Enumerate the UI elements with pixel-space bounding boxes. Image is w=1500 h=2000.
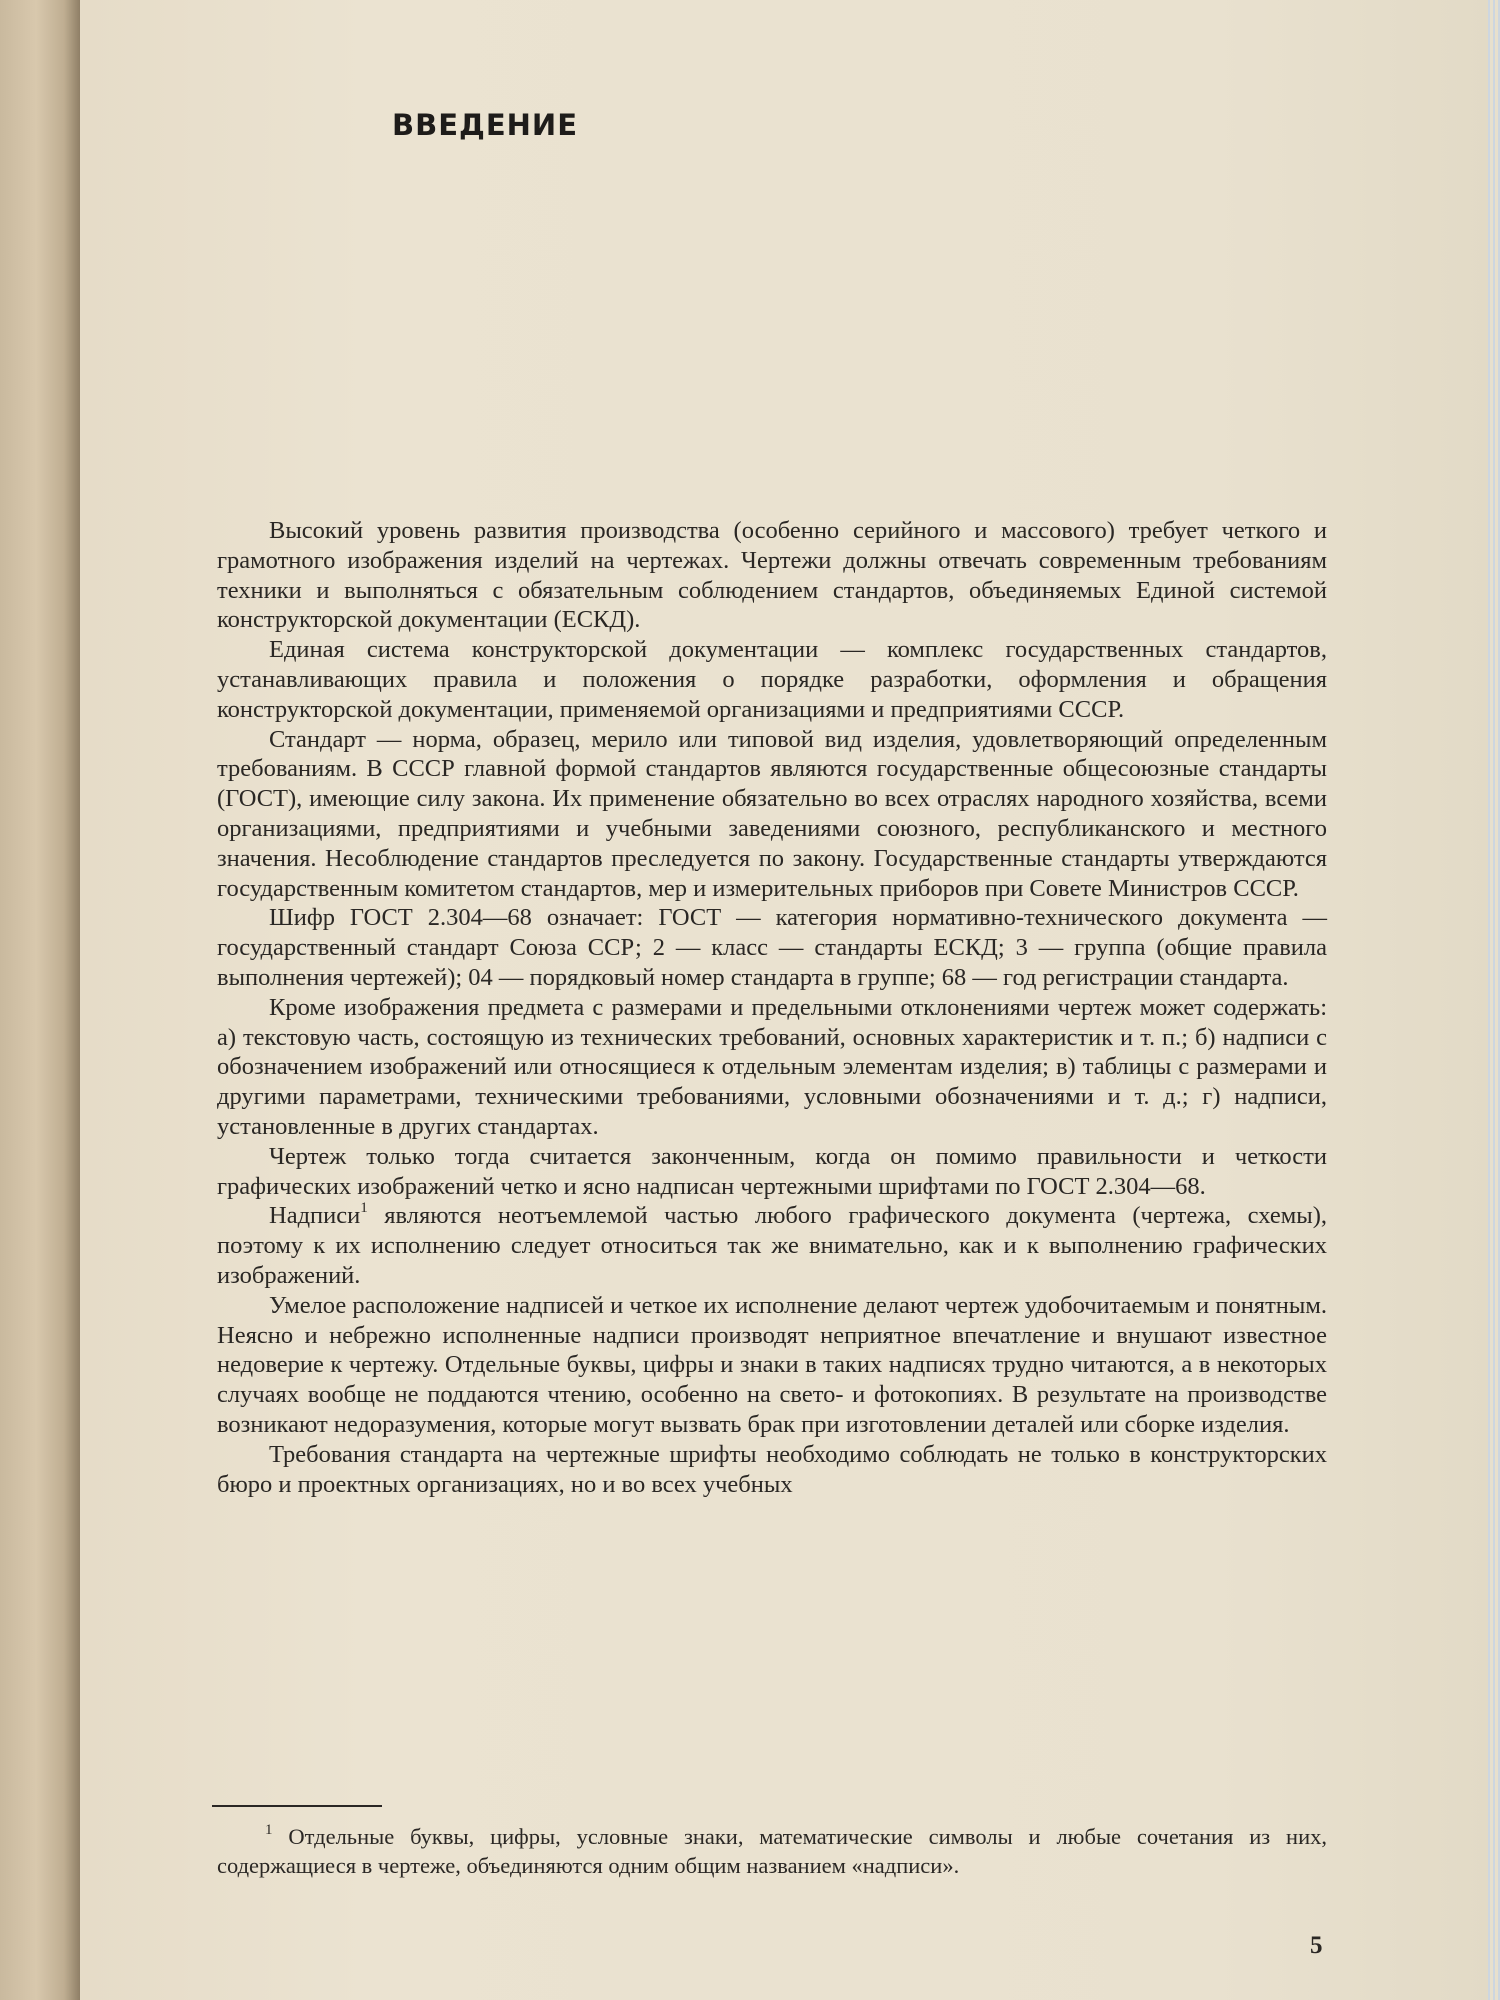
paragraph-8: Умелое расположение надписей и четкое их исполнение делают чертеж удобочитаемым и понятным. Неясно и небрежно исполненные надписи производят неприятное впечатление и внушают известное недоверие к чертежу. Отдельные буквы, цифры и знаки в таких надписях трудно читаются, а в некоторых случаях вообще не поддаются чтению, особенно на свето- и фотокопиях. В результате на производстве возникают недоразумения, которые могут вызвать брак при изготовлении деталей или сборке изделия. [217,1291,1327,1438]
page-title: ВВЕДЕНИЕ [392,108,579,142]
footnote-divider [212,1805,382,1807]
book-gutter [0,0,80,2000]
paragraph-7 [217,1201,1327,1290]
main-text [217,516,1327,1499]
page-edge [1488,0,1500,2000]
footnote-reference: 1 [360,1200,368,1217]
paragraph-4: Шифр ГОСТ 2.304—68 означает: ГОСТ — категория нормативно-технического документа — государственный стандарт Союза ССР; 2 — класс — стандарты ЕСКД; 3 — группа (общие правила выполнения чертежей); 04 — порядковый номер стандарта в группе; 68 — год регистрации стандарта. [217,904,1327,991]
paragraph-5: Кроме изображения предмета с размерами и предельными отклонениями чертеж может содержать: а) текстовую часть, состоящую из технических требований, основных характеристик и т. п.; б) надписи с обозначением изображений или относящиеся к отдельным элементам изделия; в) таблицы с размерами и другими параметрами, техническими требованиями, условными обозначениями и т. д.; г) надписи, установленные в других стандартах. [217,993,1327,1140]
paragraph-7-lead: Надписи [269,1202,361,1230]
paragraph-1: Высокий уровень развития производства (особенно серийного и массового) требует четкого и грамотного изображения изделий на чертежах. Чертежи должны отвечать современным требованиям техники и выполняться с обязательным соблюдением стандартов, объединяемых Единой системой конструкторской документации (ЕСКД). [217,517,1327,634]
footnote-text: Отдельные буквы, цифры, условные знаки, математические символы и любые сочетания из них, содержащиеся в чертеже, объединяются одним общим названием «надписи». [217,1824,1327,1878]
paragraph-2: Единая система конструкторской документации — комплекс государственных стандартов, устанавливающих правила и положения о порядке разработки, оформления и обращения конструкторской документации, применяемой организациями и предприятиями СССР. [217,636,1327,723]
paragraph-6: Чертеж только тогда считается законченным, когда он помимо правильности и четкости графических изображений четко и ясно надписан чертежными шрифтами по ГОСТ 2.304—68. [217,1142,1327,1200]
footnote-mark: 1 [265,1821,273,1838]
page-number: 5 [1310,1932,1323,1959]
paragraph-3: Стандарт — норма, образец, мерило или типовой вид изделия, удовлетворяющий определенным требованиям. В СССР главной формой стандартов являются государственные общесоюзные стандарты (ГОСТ), имеющие силу закона. Их применение обязательно во всех отраслях народного хозяйства, всеми организациями, предприятиями и учебными заведениями союзного, республиканского и местного значения. Несоблюдение стандартов преследуется по закону. Государственные стандарты утверждаются государственным комитетом стандартов, мер и измерительных приборов при Совете Министров СССР. [217,725,1327,902]
paragraph-9: Требования стандарта на чертежные шрифты необходимо соблюдать не только в конструкторских бюро и проектных организациях, но и во всех учебных [217,1440,1327,1498]
footnote [217,1822,1327,1880]
paragraph-7-rest: являются неотъемлемой частью любого графического документа (чертежа, схемы), поэтому к их исполнению следует относиться так же внимательно, как и к выполнению графических изображений. [217,1202,1327,1289]
